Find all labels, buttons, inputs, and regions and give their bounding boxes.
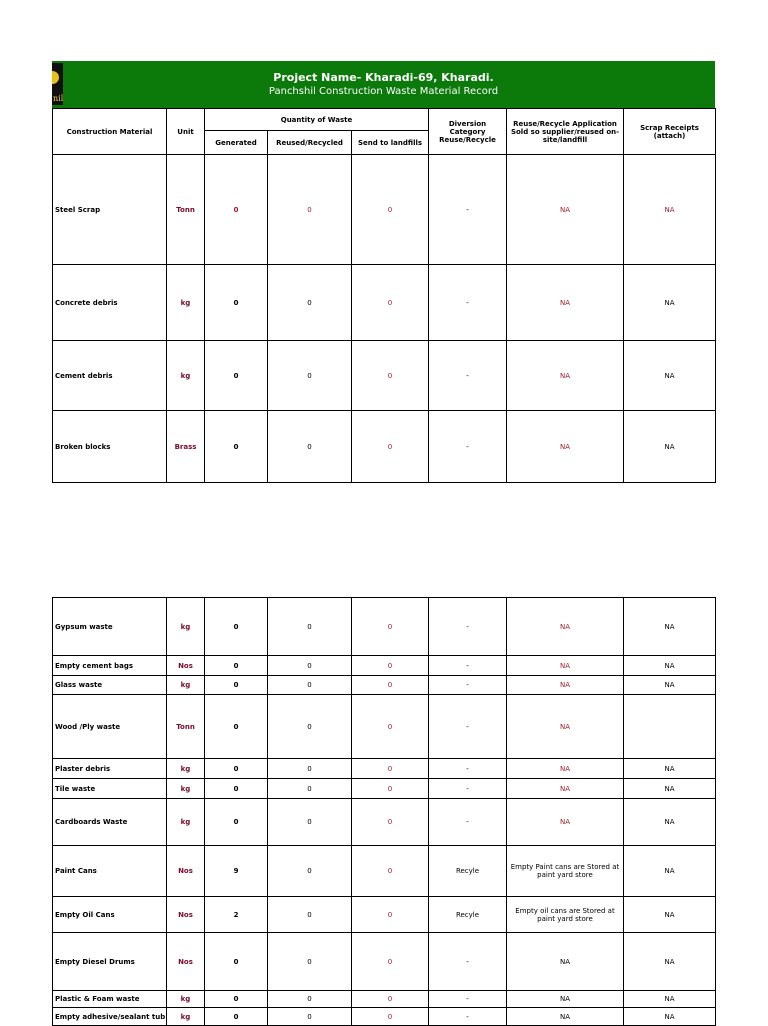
unit-cell: kg — [167, 799, 205, 846]
receipts-cell: NA — [624, 411, 716, 483]
diversion-cell: - — [429, 759, 507, 779]
generated-cell: 0 — [205, 676, 268, 695]
col-diversion-header: Diversion Category Reuse/Recycle — [429, 109, 507, 155]
diversion-cell: - — [429, 933, 507, 991]
material-cell: Glass waste — [53, 676, 167, 695]
generated-cell: 0 — [205, 265, 268, 341]
generated-cell: 0 — [205, 341, 268, 411]
unit-cell: kg — [167, 598, 205, 656]
unit-cell: kg — [167, 1008, 205, 1026]
receipts-cell: NA — [624, 341, 716, 411]
landfill-cell: 0 — [352, 265, 429, 341]
project-title: Project Name- Kharadi-69, Kharadi. — [273, 71, 494, 84]
diversion-cell: - — [429, 695, 507, 759]
table-row — [53, 1008, 716, 1026]
table-row — [53, 897, 716, 933]
diversion-cell: - — [429, 991, 507, 1008]
logo-text: nil — [53, 94, 63, 103]
col-material-header: Construction Material — [53, 109, 167, 155]
table-row — [53, 933, 716, 991]
table-row — [53, 598, 716, 656]
material-cell: Paint Cans — [53, 846, 167, 897]
table-row — [53, 846, 716, 897]
waste-table-bottom — [52, 597, 716, 1026]
table-row — [53, 695, 716, 759]
material-cell: Empty Diesel Drums — [53, 933, 167, 991]
reused-cell: 0 — [268, 341, 352, 411]
material-cell: Empty cement bags — [53, 656, 167, 676]
reused-cell: 0 — [268, 1008, 352, 1026]
application-cell: NA — [507, 779, 624, 799]
application-cell: NA — [507, 759, 624, 779]
diversion-cell: - — [429, 341, 507, 411]
receipts-cell: NA — [624, 799, 716, 846]
generated-cell: 0 — [205, 656, 268, 676]
unit-cell: kg — [167, 759, 205, 779]
landfill-cell: 0 — [352, 846, 429, 897]
reused-cell: 0 — [268, 676, 352, 695]
diversion-cell: - — [429, 1008, 507, 1026]
application-cell: NA — [507, 265, 624, 341]
landfill-cell: 0 — [352, 411, 429, 483]
receipts-cell: NA — [624, 897, 716, 933]
header-banner — [52, 61, 715, 108]
diversion-cell: - — [429, 598, 507, 656]
diversion-cell: - — [429, 676, 507, 695]
reused-cell: 0 — [268, 265, 352, 341]
application-cell: NA — [507, 799, 624, 846]
table-row — [53, 799, 716, 846]
landfill-cell: 0 — [352, 341, 429, 411]
col-quantity-group-header: Quantity of Waste — [205, 109, 429, 131]
receipts-cell: NA — [624, 933, 716, 991]
header-row-1 — [53, 109, 716, 131]
receipts-cell: NA — [624, 1008, 716, 1026]
company-logo — [52, 63, 63, 105]
generated-cell: 0 — [205, 1008, 268, 1026]
col-generated-header: Generated — [205, 131, 268, 155]
generated-cell: 0 — [205, 779, 268, 799]
application-cell: NA — [507, 991, 624, 1008]
record-subtitle: Panchshil Construction Waste Material Record — [268, 86, 499, 97]
landfill-cell: 0 — [352, 676, 429, 695]
unit-cell: Nos — [167, 846, 205, 897]
receipts-cell: NA — [624, 779, 716, 799]
receipts-cell: NA — [624, 265, 716, 341]
reused-cell: 0 — [268, 991, 352, 1008]
unit-cell: kg — [167, 265, 205, 341]
landfill-cell: 0 — [352, 897, 429, 933]
landfill-cell: 0 — [352, 779, 429, 799]
reused-cell: 0 — [268, 933, 352, 991]
receipts-cell: NA — [624, 759, 716, 779]
generated-cell: 0 — [205, 799, 268, 846]
receipts-cell: NA — [624, 846, 716, 897]
landfill-cell: 0 — [352, 155, 429, 265]
material-cell: Steel Scrap — [53, 155, 167, 265]
unit-cell: kg — [167, 991, 205, 1008]
diversion-cell: Recyle — [429, 897, 507, 933]
reused-cell: 0 — [268, 779, 352, 799]
receipts-cell: NA — [624, 656, 716, 676]
col-unit-header: Unit — [167, 109, 205, 155]
receipts-cell: NA — [624, 991, 716, 1008]
unit-cell: Tonn — [167, 155, 205, 265]
unit-cell: Nos — [167, 656, 205, 676]
landfill-cell: 0 — [352, 933, 429, 991]
diversion-cell: - — [429, 265, 507, 341]
reused-cell: 0 — [268, 598, 352, 656]
unit-cell: kg — [167, 779, 205, 799]
table-row — [53, 341, 716, 411]
diversion-cell: Recyle — [429, 846, 507, 897]
application-cell: Empty oil cans are Stored at paint yard store — [507, 897, 624, 933]
table-row — [53, 991, 716, 1008]
reused-cell: 0 — [268, 759, 352, 779]
application-cell: NA — [507, 411, 624, 483]
diversion-cell: - — [429, 155, 507, 265]
unit-cell: Brass — [167, 411, 205, 483]
reused-cell: 0 — [268, 846, 352, 897]
table-row — [53, 676, 716, 695]
material-cell: Plastic & Foam waste — [53, 991, 167, 1008]
material-cell: Cardboards Waste — [53, 799, 167, 846]
unit-cell: Tonn — [167, 695, 205, 759]
application-cell: NA — [507, 656, 624, 676]
waste-table-top — [52, 108, 716, 483]
generated-cell: 0 — [205, 155, 268, 265]
material-cell: Empty Oil Cans — [53, 897, 167, 933]
diversion-cell: - — [429, 656, 507, 676]
table-row — [53, 265, 716, 341]
table-row — [53, 411, 716, 483]
table-row — [53, 779, 716, 799]
col-application-header: Reuse/Recycle Application Sold so supplier/reused on-site/landfill — [507, 109, 624, 155]
landfill-cell: 0 — [352, 695, 429, 759]
generated-cell: 0 — [205, 933, 268, 991]
landfill-cell: 0 — [352, 598, 429, 656]
reused-cell: 0 — [268, 799, 352, 846]
material-cell: Concrete debris — [53, 265, 167, 341]
col-reused-header: Reused/Recycled — [268, 131, 352, 155]
material-cell: Gypsum waste — [53, 598, 167, 656]
reused-cell: 0 — [268, 411, 352, 483]
landfill-cell: 0 — [352, 759, 429, 779]
application-cell: Empty Paint cans are Stored at paint yard store — [507, 846, 624, 897]
unit-cell: Nos — [167, 933, 205, 991]
diversion-cell: - — [429, 799, 507, 846]
receipts-cell: NA — [624, 676, 716, 695]
material-cell: Plaster debris — [53, 759, 167, 779]
material-cell: Empty adhesive/sealant tub — [53, 1008, 167, 1026]
reused-cell: 0 — [268, 695, 352, 759]
application-cell: NA — [507, 155, 624, 265]
col-receipts-header: Scrap Receipts (attach) — [624, 109, 716, 155]
application-cell: NA — [507, 695, 624, 759]
reused-cell: 0 — [268, 897, 352, 933]
generated-cell: 0 — [205, 695, 268, 759]
col-landfill-header: Send to landfills — [352, 131, 429, 155]
generated-cell: 0 — [205, 598, 268, 656]
reused-cell: 0 — [268, 155, 352, 265]
generated-cell: 0 — [205, 991, 268, 1008]
material-cell: Tile waste — [53, 779, 167, 799]
generated-cell: 9 — [205, 846, 268, 897]
generated-cell: 0 — [205, 411, 268, 483]
table-row — [53, 759, 716, 779]
application-cell: NA — [507, 341, 624, 411]
generated-cell: 0 — [205, 759, 268, 779]
table-row — [53, 155, 716, 265]
application-cell: NA — [507, 676, 624, 695]
receipts-cell: NA — [624, 598, 716, 656]
material-cell: Wood /Ply waste — [53, 695, 167, 759]
application-cell: NA — [507, 598, 624, 656]
landfill-cell: 0 — [352, 656, 429, 676]
receipts-cell — [624, 695, 716, 759]
unit-cell: kg — [167, 676, 205, 695]
landfill-cell: 0 — [352, 1008, 429, 1026]
reused-cell: 0 — [268, 656, 352, 676]
receipts-cell: NA — [624, 155, 716, 265]
application-cell: NA — [507, 933, 624, 991]
table-row — [53, 656, 716, 676]
application-cell: NA — [507, 1008, 624, 1026]
material-cell: Cement debris — [53, 341, 167, 411]
landfill-cell: 0 — [352, 799, 429, 846]
diversion-cell: - — [429, 411, 507, 483]
unit-cell: Nos — [167, 897, 205, 933]
material-cell: Broken blocks — [53, 411, 167, 483]
unit-cell: kg — [167, 341, 205, 411]
landfill-cell: 0 — [352, 991, 429, 1008]
diversion-cell: - — [429, 779, 507, 799]
generated-cell: 2 — [205, 897, 268, 933]
